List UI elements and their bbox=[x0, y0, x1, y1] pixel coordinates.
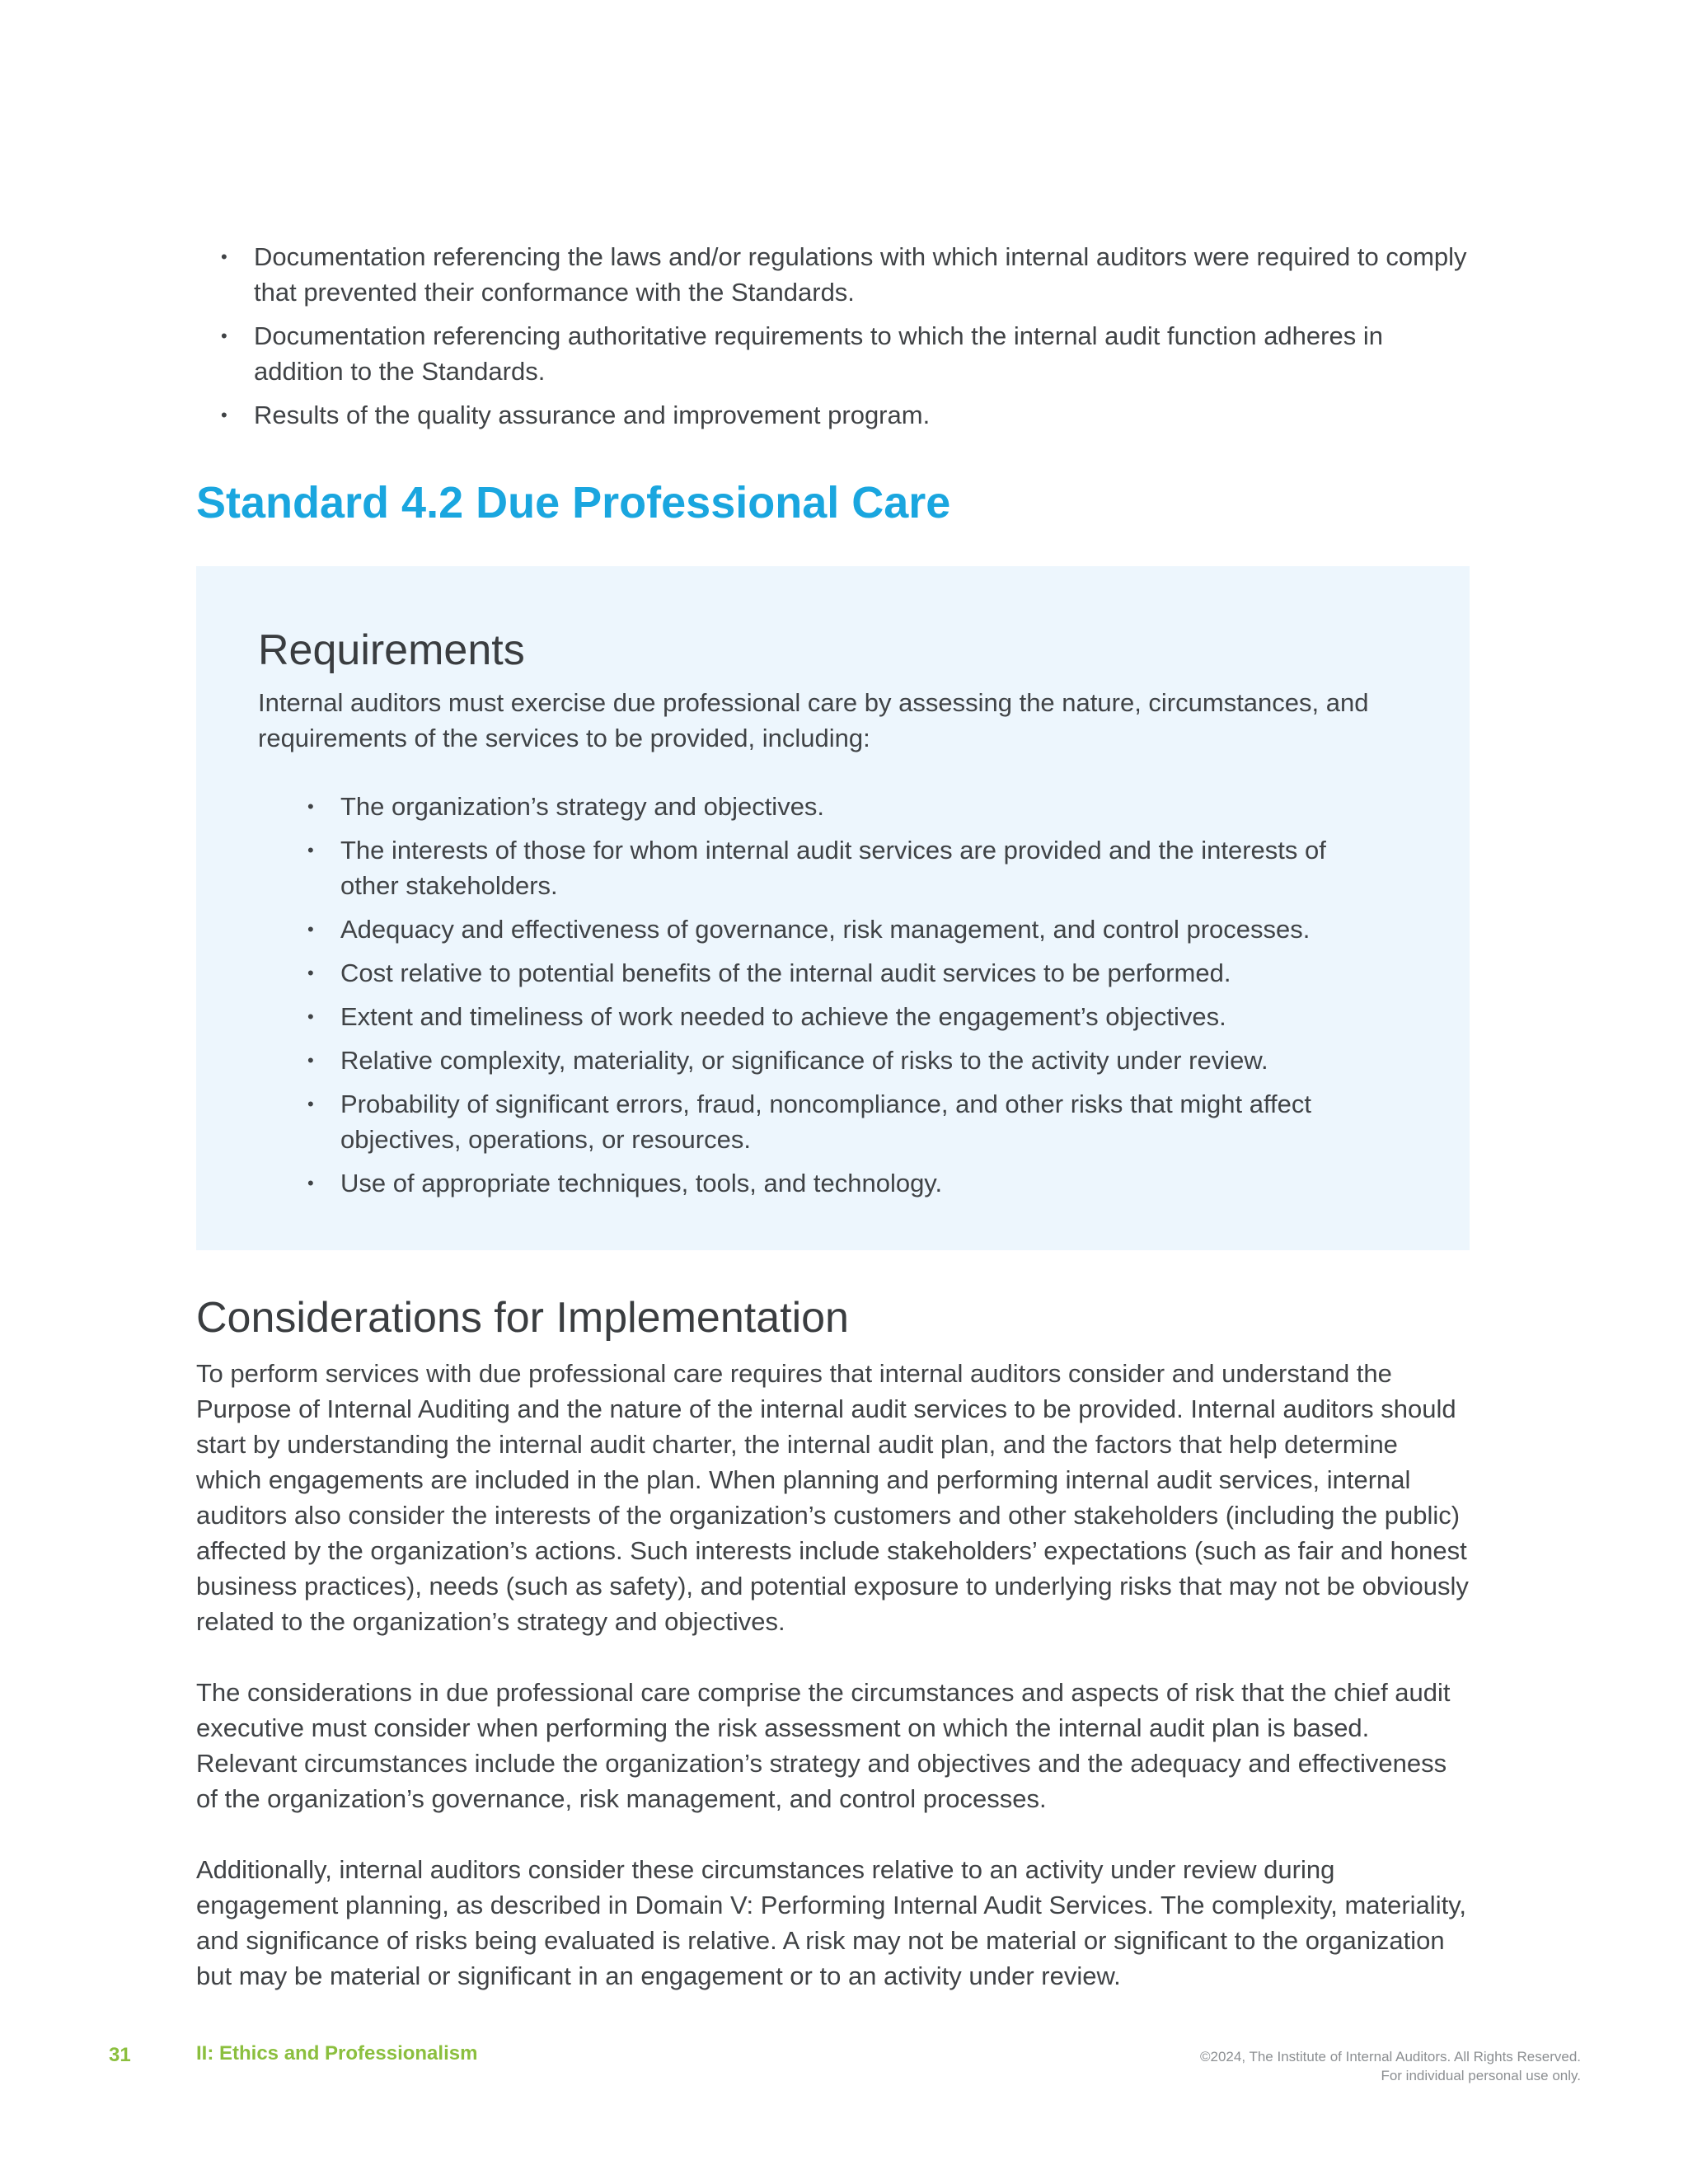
page-content bbox=[196, 239, 1470, 1994]
footer-section-title: II: Ethics and Professionalism bbox=[196, 2042, 478, 2064]
list-item-text: The organization’s strategy and objectives. bbox=[340, 792, 825, 821]
list-item bbox=[196, 239, 1470, 310]
list-item-text: Results of the quality assurance and improvement program. bbox=[254, 401, 931, 429]
considerations-heading: Considerations for Implementation bbox=[196, 1294, 849, 1342]
list-item bbox=[258, 789, 1379, 824]
list-item-text: The interests of those for whom internal audit services are provided and the interests of other stakeholders. bbox=[340, 836, 1326, 900]
list-item-text: Relative complexity, materiality, or significance of risks to the activity under review. bbox=[340, 1046, 1268, 1075]
footer-copyright bbox=[1200, 2047, 1581, 2085]
bullet-icon: • bbox=[221, 326, 227, 346]
list-item-text: Extent and timeliness of work needed to achieve the engagement’s objectives. bbox=[340, 1002, 1226, 1031]
usage-note: For individual personal use only. bbox=[1381, 2068, 1581, 2083]
list-item-text: Adequacy and effectiveness of governance, risk management, and control processes. bbox=[340, 915, 1311, 944]
list-item-text: Documentation referencing authoritative requirements to which the internal audit function adheres in addition to the Standards. bbox=[254, 321, 1383, 386]
list-item bbox=[258, 1086, 1379, 1157]
bullet-icon: • bbox=[221, 405, 227, 425]
list-item bbox=[196, 397, 1470, 433]
bullet-icon: • bbox=[307, 840, 314, 860]
considerations-paragraph: The considerations in due professional care comprise the circumstances and aspects of risk that the chief audit executive must consider when performing the risk assessment on which the internal audit plan is based. Relevant circumstances include the organization’s strategy and objectives and the adequacy and effectiveness of the organization’s governance, risk management, and control processes. bbox=[196, 1678, 1451, 1813]
bullet-icon: • bbox=[221, 246, 227, 267]
list-item-text: Documentation referencing the laws and/or regulations with which internal auditors were required to comply that prevented their conformance with the Standards. bbox=[254, 242, 1467, 307]
list-item bbox=[258, 912, 1379, 947]
bullet-icon: • bbox=[307, 963, 314, 983]
list-item-text: Use of appropriate techniques, tools, and technology. bbox=[340, 1169, 943, 1197]
list-item-text: Cost relative to potential benefits of the internal audit services to be performed. bbox=[340, 958, 1231, 987]
requirements-intro: Internal auditors must exercise due professional care by assessing the nature, circumstances, and requirements of the services to be provided, including: bbox=[258, 688, 1369, 752]
standard-title: Standard 4.2 Due Professional Care bbox=[196, 478, 951, 527]
requirements-heading: Requirements bbox=[258, 626, 525, 674]
bullet-icon: • bbox=[307, 919, 314, 940]
list-item bbox=[196, 318, 1470, 389]
considerations-paragraph: Additionally, internal auditors consider these circumstances relative to an activity under review during engagement planning, as described in Domain V: Performing Internal Audit Services. The complexity, materiality, and significance of risks being evaluated is relative. A risk may not be material or significant to the organization but may be material or significant in an engagement or to an activity under review. bbox=[196, 1855, 1467, 1990]
bullet-icon: • bbox=[307, 1173, 314, 1193]
page-number: 31 bbox=[109, 2044, 131, 2066]
bullet-icon: • bbox=[307, 1050, 314, 1071]
list-item bbox=[258, 955, 1379, 991]
list-item bbox=[258, 1165, 1379, 1201]
requirements-box bbox=[196, 566, 1470, 1250]
top-bullet-list bbox=[196, 239, 1470, 433]
list-item bbox=[258, 999, 1379, 1034]
list-item bbox=[258, 1043, 1379, 1078]
list-item bbox=[258, 832, 1379, 903]
considerations-paragraph: To perform services with due professional care requires that internal auditors consider and understand the Purpose of Internal Auditing and the nature of the internal audit services to be provided. Internal auditors should start by understanding the internal audit charter, the internal audit plan, and the factors that help determine which engagements are included in the plan. When planning and performing internal audit services, internal auditors also consider the interests of the organization’s customers and other stakeholders (including the public) affected by the organization’s actions. Such interests include stakeholders’ expectations (such as fair and honest business practices), needs (such as safety), and potential exposure to underlying risks that may not be obviously related to the organization’s strategy and objectives. bbox=[196, 1359, 1469, 1636]
requirements-list bbox=[258, 789, 1379, 1201]
bullet-icon: • bbox=[307, 1006, 314, 1027]
copyright-line: ©2024, The Institute of Internal Auditors. All Rights Reserved. bbox=[1199, 2049, 1581, 2064]
list-item-text: Probability of significant errors, fraud, noncompliance, and other risks that might affect objectives, operations, or resources. bbox=[340, 1090, 1312, 1154]
bullet-icon: • bbox=[307, 1094, 314, 1114]
bullet-icon: • bbox=[307, 796, 314, 817]
